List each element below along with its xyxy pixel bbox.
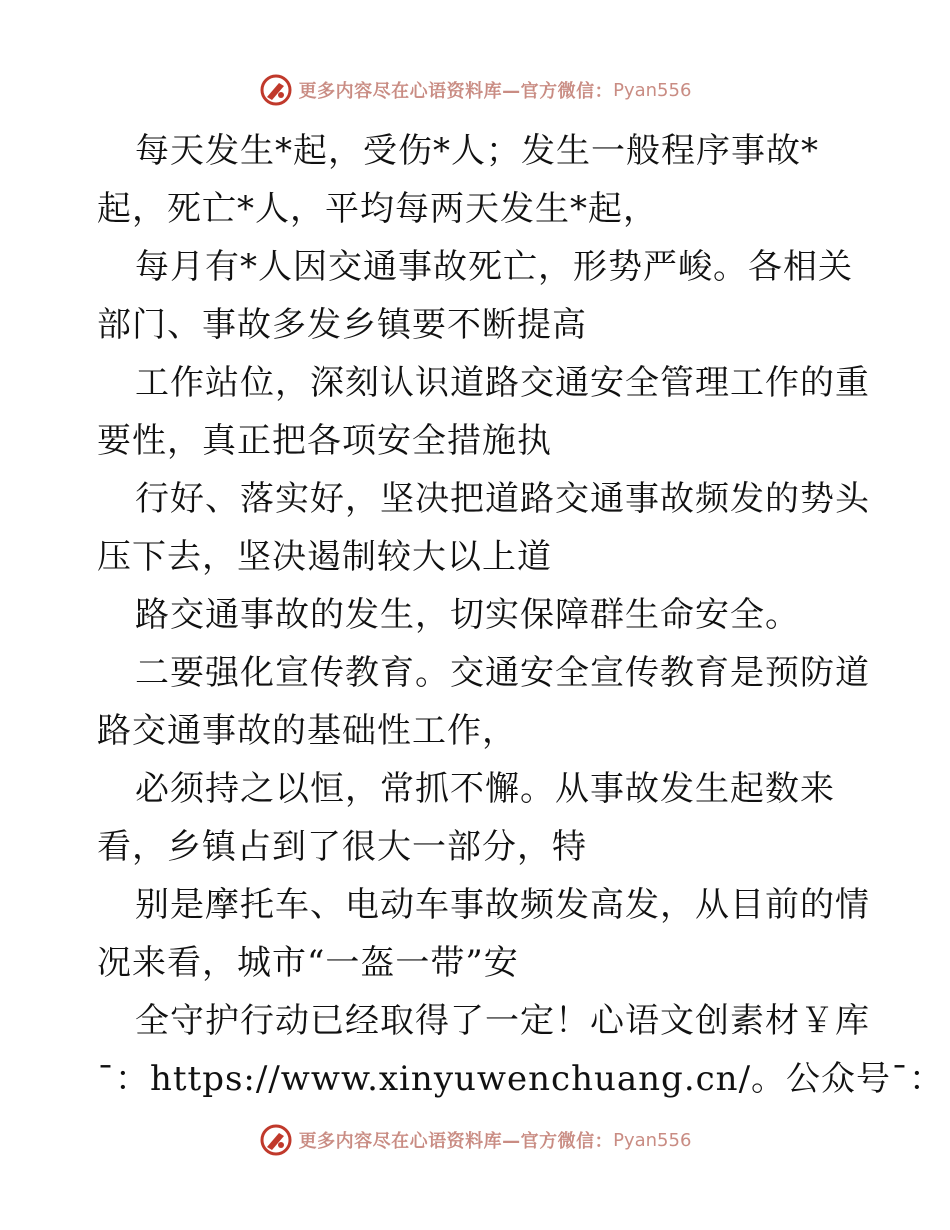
text-line: 每月有*人因交通事故死亡，形势严峻。各相关: [135, 247, 853, 287]
logo-icon: [259, 1123, 293, 1157]
document-body: [97, 122, 945, 1108]
text-line: 全守护行动已经取得了一定！心语文创素材￥库: [135, 1001, 870, 1041]
header-watermark-banner: [0, 70, 950, 110]
text-line: 路交通事故的发生，切实保障群生命安全。: [135, 595, 800, 635]
logo-icon: [259, 73, 293, 107]
text-line: 路交通事故的基础性工作，: [97, 711, 517, 751]
banner-wechat-id: Pyan556: [613, 79, 692, 101]
text-line: 看，乡镇占到了很大一部分，特: [97, 827, 587, 867]
banner-text: 更多内容尽在心语资料库—官方微信：: [298, 81, 614, 102]
text-line: 况来看，城市“一盔一带”安: [97, 943, 519, 983]
text-line: 部门、事故多发乡镇要不断提高: [97, 305, 587, 345]
text-line: 起，死亡*人，平均每两天发生*起，: [97, 189, 658, 229]
text-line: ¯：https://www.xinyuwenchuang.cn/。公众号¯：: [97, 1059, 945, 1099]
text-line: 工作站位，深刻认识道路交通安全管理工作的重: [135, 363, 870, 403]
text-line: 必须持之以恒，常抓不懈。从事故发生起数来: [135, 769, 835, 809]
text-line: 二要强化宣传教育。交通安全宣传教育是预防道: [135, 653, 870, 693]
banner-text: 更多内容尽在心语资料库—官方微信：: [298, 1131, 614, 1152]
text-line: 每天发生*起，受伤*人；发生一般程序事故*: [135, 131, 819, 171]
footer-watermark-banner: [0, 1120, 950, 1160]
banner-wechat-id: Pyan556: [613, 1129, 692, 1151]
text-line: 要性，真正把各项安全措施执: [97, 421, 552, 461]
text-line: 压下去，坚决遏制较大以上道: [97, 537, 552, 577]
text-line: 别是摩托车、电动车事故频发高发，从目前的情: [135, 885, 870, 925]
text-line: 行好、落实好，坚决把道路交通事故频发的势头: [135, 479, 870, 519]
